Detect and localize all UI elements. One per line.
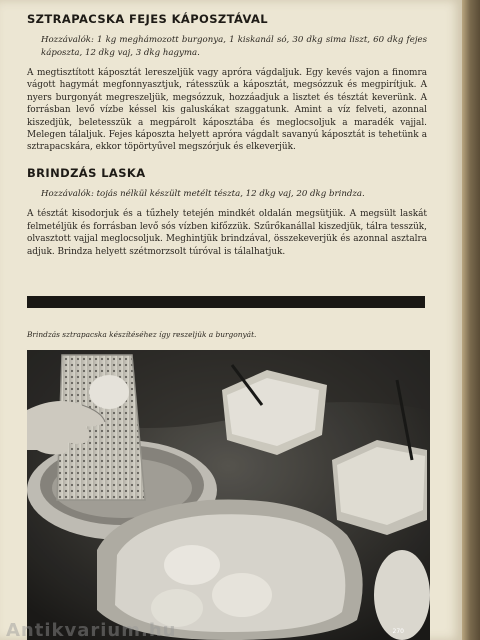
section-divider bbox=[27, 296, 425, 308]
recipe-title: SZTRAPACSKA FEJES KÁPOSZTÁVAL bbox=[27, 12, 269, 26]
cooking-photo bbox=[27, 350, 430, 640]
page-number: 270 bbox=[392, 628, 404, 635]
page-content bbox=[27, 12, 427, 258]
recipe-ingredients: Hozzávalók: tojás nélkül készült metélt tészta, 12 dkg vaj, 20 dkg brindza. bbox=[41, 188, 365, 199]
photo-caption: Brindzás sztrapacska készítéséhez így reszeljük a burgonyát. bbox=[27, 330, 257, 339]
recipe-ingredients: Hozzávalók: 1 kg meghámozott burgonya, 1 kiskanál só, 30 dkg sima liszt, 60 dkg fejes káposzta, 12 dkg vaj, 3 dkg hagyma. bbox=[41, 35, 427, 58]
recipe-instructions: A megtisztított káposztát lereszeljük vagy apróra vágdaljuk. Egy kevés vajon a finomra vágott hagymát megfonnyasztjuk, rátesszük a káposztát, megsózzuk és megpirítjuk. A nyers burgonyát megreszeljük, megsózzuk, hozzáadjuk a lisztet és tésztát keverünk. A forrásban levő vízbe késsel kis galuskákat szaggatunk. Amint a víz felveti, azonnal kiszedjük, beletesszük a megpárolt káposztába és meglocsoljuk a maradék vajjal. Melegen tálaljuk. Fejes káposzta helyett apróra vágdalt savanyú káposztát is tehetünk a sztrapacskára, ekkor töpörtyűvel megszórjuk és elkeverjük. bbox=[27, 68, 427, 153]
recipe-title: BRINDZÁS LASKA bbox=[27, 165, 146, 180]
book-spine bbox=[462, 0, 480, 640]
recipe-instructions: A tésztát kisodorjuk és a tűzhely tetején mindkét oldalán megsütjük. A megsült laskát felmetéljük és forrásban levő sós vízben kifőzzük. Szűrőkanállal kiszedjük, tálra tesszük, olvasztott vajjal meglocsoljuk. Meghintjük brindzával, összekeverjük és azonnal asztalra adjuk. Brindza helyett szétmorzsolt túróval is tálalhatjuk. bbox=[27, 209, 427, 257]
watermark-text: Antikvarium.hu bbox=[6, 620, 177, 640]
